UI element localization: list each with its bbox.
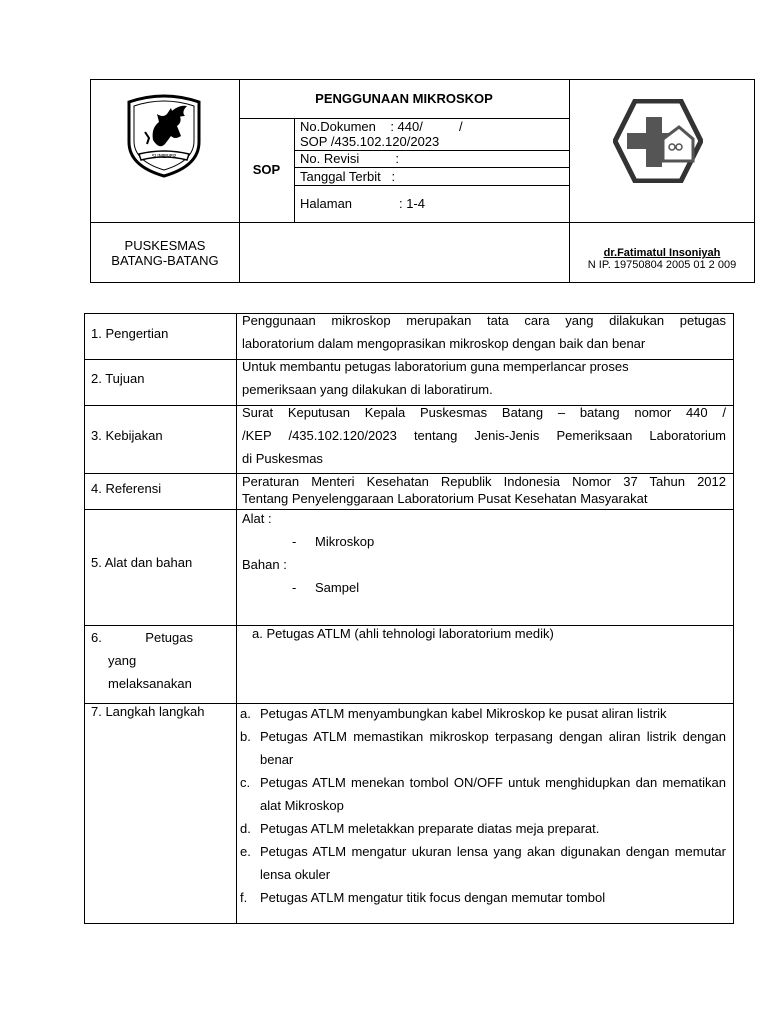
label-word: melaksanakan [108, 676, 192, 691]
header-divider [294, 185, 569, 186]
regency-crest-logo [123, 92, 205, 178]
step-text: Petugas ATLM menekan tombol ON/OFF untuk menghidupkan dan mematikan alat Mikroskop [260, 775, 726, 813]
org-name-line: PUSKESMAS [124, 238, 206, 253]
signer-nip: N IP. 19750804 2005 01 2 009 [587, 259, 737, 271]
bahan-heading: Bahan : [242, 557, 287, 572]
step-marker: d. [240, 821, 251, 836]
header-divider [294, 167, 569, 168]
step-marker: e. [240, 844, 251, 859]
bullet: - [292, 580, 297, 595]
content-line: Penggunaan mikroskop merupakan tata cara yang dilakukan petugas [242, 313, 726, 328]
signer-name: dr.Fatimatul Insoniyah [603, 247, 721, 259]
row-label-petugas [91, 626, 231, 695]
row-content-pengertian [242, 309, 726, 355]
header-divider [91, 222, 754, 223]
row-label-kebijakan: 3. Kebijakan [91, 428, 163, 443]
step-item [240, 702, 726, 725]
label-line [91, 626, 193, 649]
step-item [240, 725, 726, 771]
alat-item [242, 530, 726, 553]
label-word: yang [108, 653, 137, 668]
step-marker: a. [240, 706, 251, 721]
revision-number: No. Revisi : [300, 151, 399, 166]
bahan-item [242, 576, 726, 599]
svg-text:SUMENEP: SUMENEP [151, 154, 177, 160]
step-item [240, 886, 726, 909]
doc-number: No.Dokumen : 440/ / [300, 119, 463, 134]
org-name [91, 238, 239, 268]
row-label-tujuan: 2. Tujuan [91, 371, 145, 386]
item-text: Sampel [315, 580, 360, 595]
sop-content-table [84, 313, 734, 924]
content-line: Untuk membantu petugas laboratorium guna memperlancar proses [242, 359, 629, 374]
bullet: - [292, 534, 297, 549]
row-label-alat: 5. Alat dan bahan [91, 555, 193, 570]
row-label-langkah: 7. Langkah langkah [91, 704, 205, 719]
step-marker: c. [240, 775, 251, 790]
row-content-petugas: a. Petugas ATLM (ahli tehnologi laboratorium medik) [252, 626, 554, 641]
row-content-referensi [242, 473, 726, 507]
content-line: di Puskesmas [242, 451, 323, 466]
step-text: Petugas ATLM mengatur ukuran lensa yang akan digunakan dengan memutar lensa okuler [260, 844, 726, 882]
row-content-kebijakan [242, 401, 726, 470]
document-title: PENGGUNAAN MIKROSKOP [315, 91, 493, 106]
content-line: laboratorium dalam mengoprasikan mikroskop dengan baik dan benar [242, 336, 646, 351]
step-item [240, 840, 726, 886]
content-line: /KEP /435.102.120/2023 tentang Jenis-Jenis Pemeriksaan Laboratorium [242, 428, 726, 443]
header-divider [294, 118, 295, 222]
step-item [240, 771, 726, 817]
signer-block [569, 247, 755, 271]
row-content-langkah [240, 702, 726, 924]
content-line: Peraturan Menteri Kesehatan Republik Indonesia Nomor 37 Tahun 2012 [242, 474, 726, 489]
step-marker: f. [240, 890, 248, 905]
label-num: 6. [91, 630, 102, 645]
sop-label: SOP [252, 162, 281, 177]
row-label-referensi: 4. Referensi [91, 481, 162, 496]
row-label-pengertian: 1. Pengertian [91, 326, 169, 341]
content-line: Surat Keputusan Kepala Puskesmas Batang – batang nomor 440 / [242, 405, 726, 420]
alat-heading: Alat : [242, 511, 272, 526]
step-text: Petugas ATLM mengatur titik focus dengan memutar tombol [260, 890, 606, 905]
step-marker: b. [240, 729, 251, 744]
issue-date: Tanggal Terbit : [300, 169, 396, 184]
content-line: Tentang Penyelenggaraan Laboratorium Pusat Kesehatan Masyarakat [242, 491, 648, 506]
row-content-tujuan [242, 355, 726, 401]
row-content-alat [242, 507, 726, 599]
puskesmas-logo [613, 99, 703, 183]
doc-number-cont: SOP /435.102.120/2023 [300, 134, 440, 149]
org-name-line: BATANG-BATANG [111, 253, 219, 268]
item-text: Mikroskop [315, 534, 375, 549]
step-text: Petugas ATLM meletakkan preparate diatas meja preparat. [260, 821, 600, 836]
step-text: Petugas ATLM memastikan mikroskop terpasang dengan aliran listrik dengan benar [260, 729, 726, 767]
sop-header-table [90, 79, 755, 283]
step-item [240, 817, 726, 840]
header-divider [239, 80, 240, 283]
steps-list [240, 702, 726, 909]
step-text: Petugas ATLM menyambungkan kabel Mikroskop ke pusat aliran listrik [260, 706, 667, 721]
label-word: Petugas [145, 630, 193, 645]
page-number: Halaman : 1-4 [300, 196, 425, 211]
content-line: pemeriksaan yang dilakukan di laboratirum. [242, 382, 493, 397]
